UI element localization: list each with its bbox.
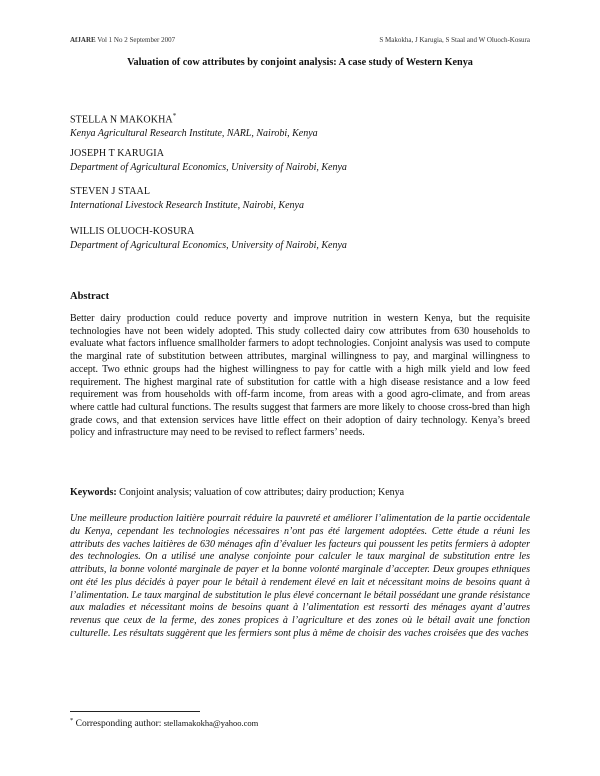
footnote-marker: * <box>70 717 74 724</box>
footnote <box>70 717 258 729</box>
author-affiliation: Department of Agricultural Economics, University of Nairobi, Kenya <box>70 239 347 251</box>
author-email: stellamakokha@yahoo.com <box>163 718 259 729</box>
author-name: STELLA N MAKOKHA* <box>70 112 177 126</box>
abstract-text: Better dairy production could reduce poverty and improve nutrition in western Kenya, but the requisite technologies have not been widely adopted. This study collected dairy cow attributes from 630 households to evaluate what factors influence smallholder farmers to adopt technologies. Conjoint analysis was used to compute the marginal rate of substitution between attributes, marginal willingness to pay, and marginal willingness to accept. Two ethnic groups had the highest willingness to pay for cattle with a high milk yield and low feed requirement. The highest marginal rate of substitution for cattle with a high disease resistance and a low feed requirement was from households with off-farm income, from areas with a good agro-climate, and from areas where cattle had cultural functions. The results suggest that farmers are more likely to choose cross-bred than high grade cows, and that extension services have little effect on their adoption of dairy technology. Kenya’s breed policy and infrastructure may need to be revised to reflect farmers’ needs. <box>70 313 530 439</box>
running-header <box>70 36 530 44</box>
author-block <box>70 110 318 140</box>
keywords-text: Conjoint analysis; valuation of cow attributes; dairy production; Kenya <box>119 487 405 498</box>
keywords-label: Keywords: <box>70 487 117 498</box>
french-abstract: Une meilleure production laitière pourrait réduire la pauvreté et améliorer l’alimentation de la partie occidentale du Kenya, cependant les technologies nécessaires n’ont pas été largement adoptées. Cette étude a réuni les attributs des vaches laitières de 630 ménages afin d’évaluer les facteurs qui poussent les petits fermiers à adopter des technologies. On a utilisé une analyse conjointe pour calculer le taux marginal de substitution entre les attributs, la bonne volonté marginale de payer et la bonne volonté marginale d’accepter. Deux groupes ethniques ont été les plus décidés à payer pour le bétail à rendement élevé en lait et nécessitant moins de besoins quant à l’alimentation. Le taux marginal de substitution le plus élevé concernant le bétail possédant une grande résistance aux maladies et nécessitant moins de besoins quant à l’alimentation est ressorti des ménages ayant d’autres revenus que ceux de la ferme, des zones propices à l’agriculture et des zones où le bétail avait une fonction culturelle. Les résultats suggèrent que les fermiers sont plus à même de choisir des vaches croisées que des vaches <box>70 513 530 639</box>
keywords <box>70 487 530 498</box>
journal-info <box>70 36 175 44</box>
author-footnote-marker: * <box>172 112 177 120</box>
header-authors: S Makokha, J Karugia, S Staal and W Oluoch-Kosura <box>379 36 530 44</box>
journal-abbrev: AfJARE <box>70 36 96 44</box>
author-affiliation: International Livestock Research Institute, Nairobi, Kenya <box>70 199 304 211</box>
author-block <box>70 185 304 212</box>
author-block <box>70 225 347 252</box>
journal-volume: Vol 1 No 2 September 2007 <box>97 36 176 44</box>
footnote-divider <box>70 711 200 712</box>
author-affiliation: Kenya Agricultural Research Institute, NARL, Nairobi, Kenya <box>70 127 318 139</box>
author-name: JOSEPH T KARUGIA <box>70 148 165 159</box>
abstract-heading: Abstract <box>70 291 110 302</box>
author-block <box>70 147 347 174</box>
author-name: STEVEN J STAAL <box>70 186 151 197</box>
paper-title: Valuation of cow attributes by conjoint analysis: A case study of Western Kenya <box>127 57 473 68</box>
author-affiliation: Department of Agricultural Economics, University of Nairobi, Kenya <box>70 161 347 173</box>
footnote-label: Corresponding author: <box>75 719 162 730</box>
author-name: WILLIS OLUOCH-KOSURA <box>70 226 195 237</box>
